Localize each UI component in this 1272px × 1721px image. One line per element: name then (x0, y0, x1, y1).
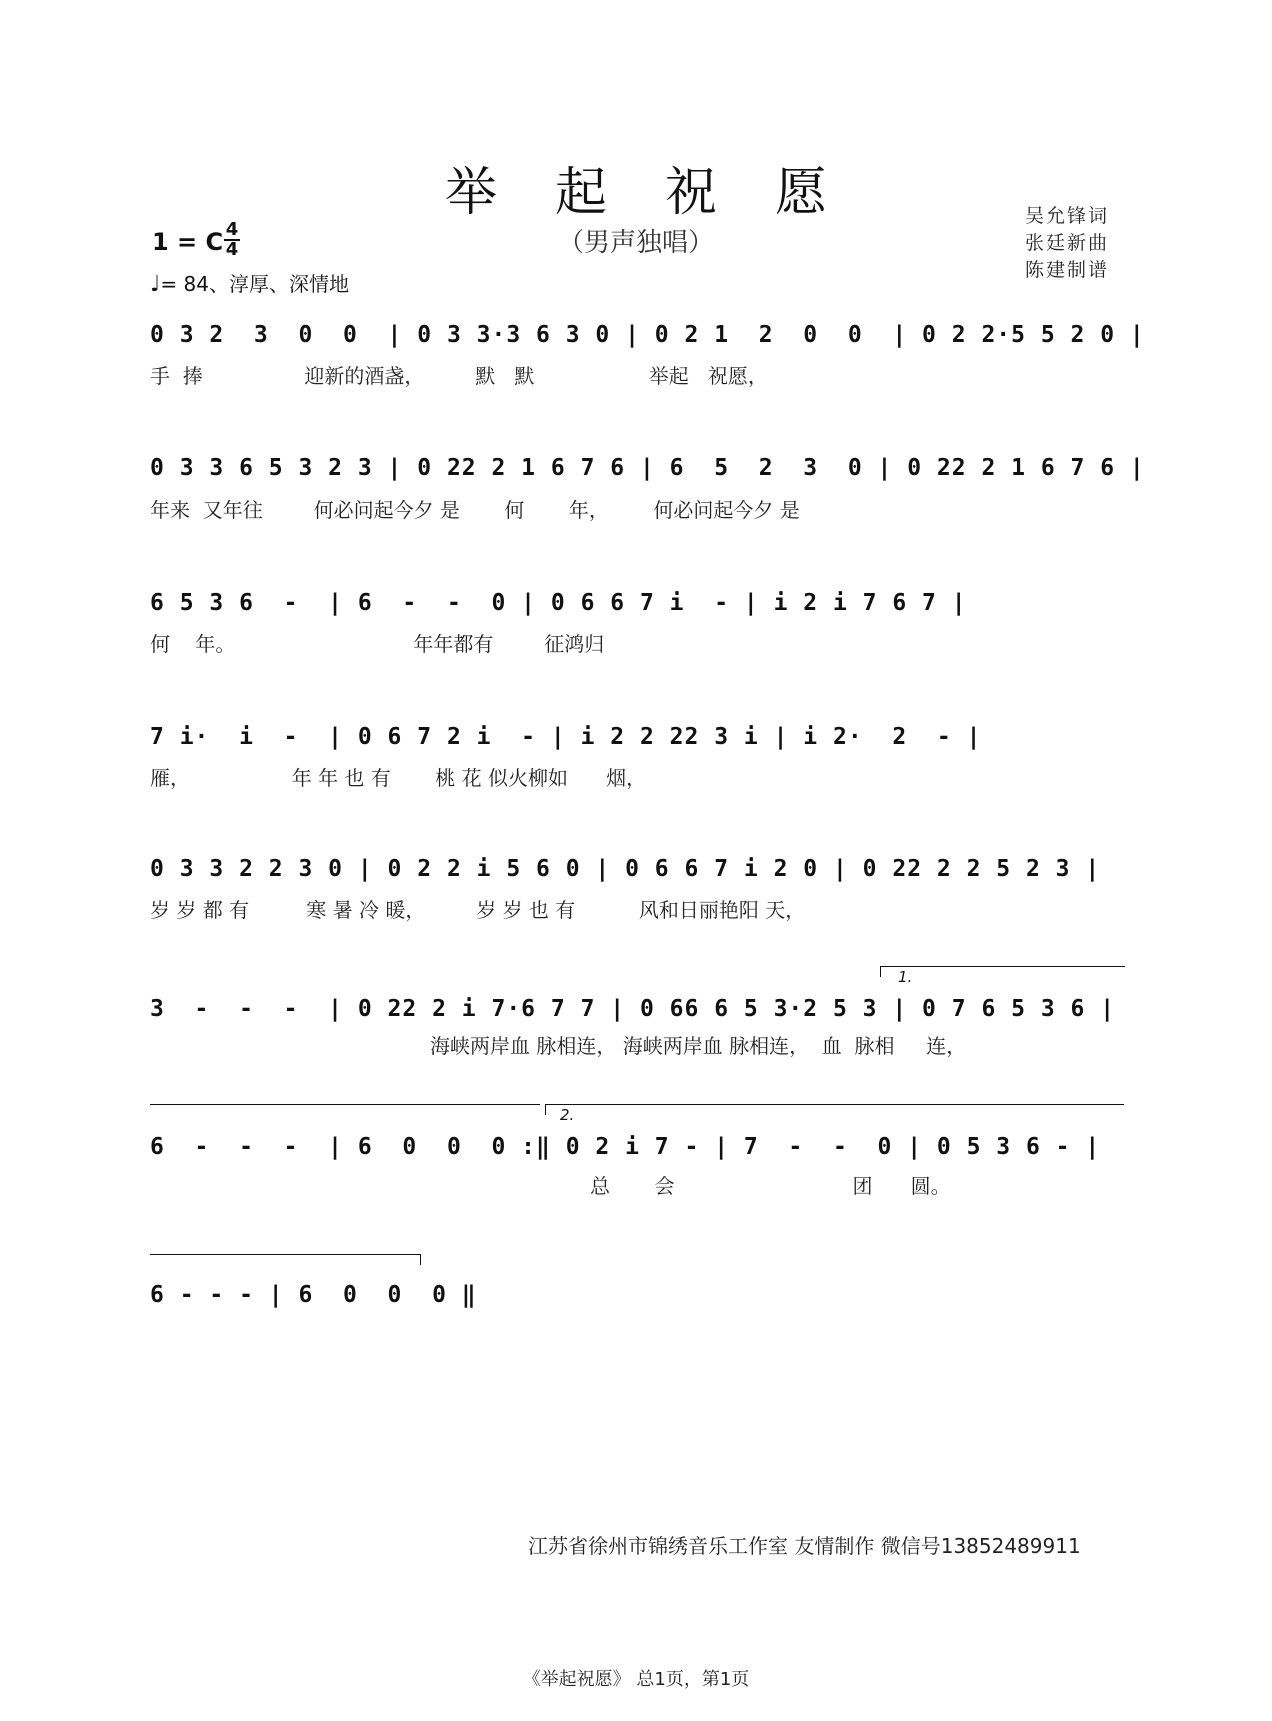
arranger-credit: 陈建制谱 (1025, 259, 1110, 281)
credits (1025, 203, 1109, 284)
quarter-note-icon: ♩ (150, 272, 161, 297)
score-row-8-notes: 6 - - - | 6 0 0 0 ‖ (150, 1282, 477, 1308)
score-row-6-notes: 3 - - - | 0 22 2 i 7·6 7 7 | 0 66 6 5 3·2 5 3 | 0 7 6 5 3 6 | (150, 996, 1116, 1022)
time-signature-bottom: 4 (225, 239, 239, 260)
volta-2-label: 2. (560, 1106, 575, 1124)
page-info: 《举起祝愿》 总1页，第1页 (522, 1669, 750, 1690)
key-signature: 1 = C (152, 228, 224, 256)
studio-footer: 江苏省徐州市锦绣音乐工作室 友情制作 微信号13852489911 (528, 1534, 1081, 1558)
score-row-6-lyrics: 海峡两岸血 脉相连， 海峡两岸血 脉相连， 血 脉相 连， (430, 1034, 967, 1058)
tempo-marking (150, 268, 349, 297)
score-row-3-notes: 6 5 3 6 - | 6 - - 0 | 0 6 6 7 i - | i 2 i 7 6 7 | (150, 590, 967, 616)
volta-2-continuation (150, 1254, 421, 1265)
time-signature-top: 4 (225, 219, 239, 240)
volta-1-label: 1. (898, 968, 913, 986)
score-row-4-notes: 7 i· i - | 0 6 7 2 i - | i 2 2 22 3 i | i 2· 2 - | (150, 724, 982, 750)
score-row-1-lyrics: 手 捧 迎新的酒盏， 默 默 举起 祝愿， (150, 364, 768, 388)
score-row-5-lyrics: 岁 岁 都 有 寒 暑 冷 暖， 岁 岁 也 有 风和日丽艳阳 天， (150, 898, 806, 922)
score-row-4-lyrics: 雁， 年 年 也 有 桃 花 似火柳如 烟， (150, 766, 647, 790)
page-subtitle: （男声独唱） (557, 228, 714, 258)
score-row-1-notes: 0 3 2 3 0 0 | 0 3 3·3 6 3 0 | 0 2 1 2 0 0 | 0 2 2·5 5 2 0 | (150, 322, 1145, 348)
score-row-5-notes: 0 3 3 2 2 3 0 | 0 2 2 i 5 6 0 | 0 6 6 7 i 2 0 | 0 22 2 2 5 2 3 | (150, 856, 1101, 882)
volta-2-bracket (545, 1104, 1124, 1115)
score-row-2-notes: 0 3 3 6 5 3 2 3 | 0 22 2 1 6 7 6 | 6 5 2 3 0 | 0 22 2 1 6 7 6 | (150, 455, 1145, 481)
lyricist-credit: 吴允锋词 (1025, 205, 1110, 227)
composer-credit: 张廷新曲 (1025, 232, 1110, 254)
time-signature (224, 219, 240, 260)
score-row-7-notes: 6 - - - | 6 0 0 0 :‖ 0 2 i 7 - | 7 - - 0 | 0 5 3 6 - | (150, 1134, 1101, 1160)
score-row-2-lyrics: 年来 又年往 何必问起今夕 是 何 年， 何必问起今夕 是 (150, 498, 800, 522)
tempo-text: = 84、淳厚、深情地 (160, 272, 349, 296)
volta-1-bracket (880, 966, 1125, 977)
score-row-7-lyrics: 总 会 团 圆。 (590, 1174, 951, 1198)
page-title: 举起祝愿 (444, 163, 885, 223)
score-row-3-lyrics: 何 年。 年年都有 征鸿归 (150, 632, 605, 656)
volta-1-continuation (150, 1104, 540, 1115)
